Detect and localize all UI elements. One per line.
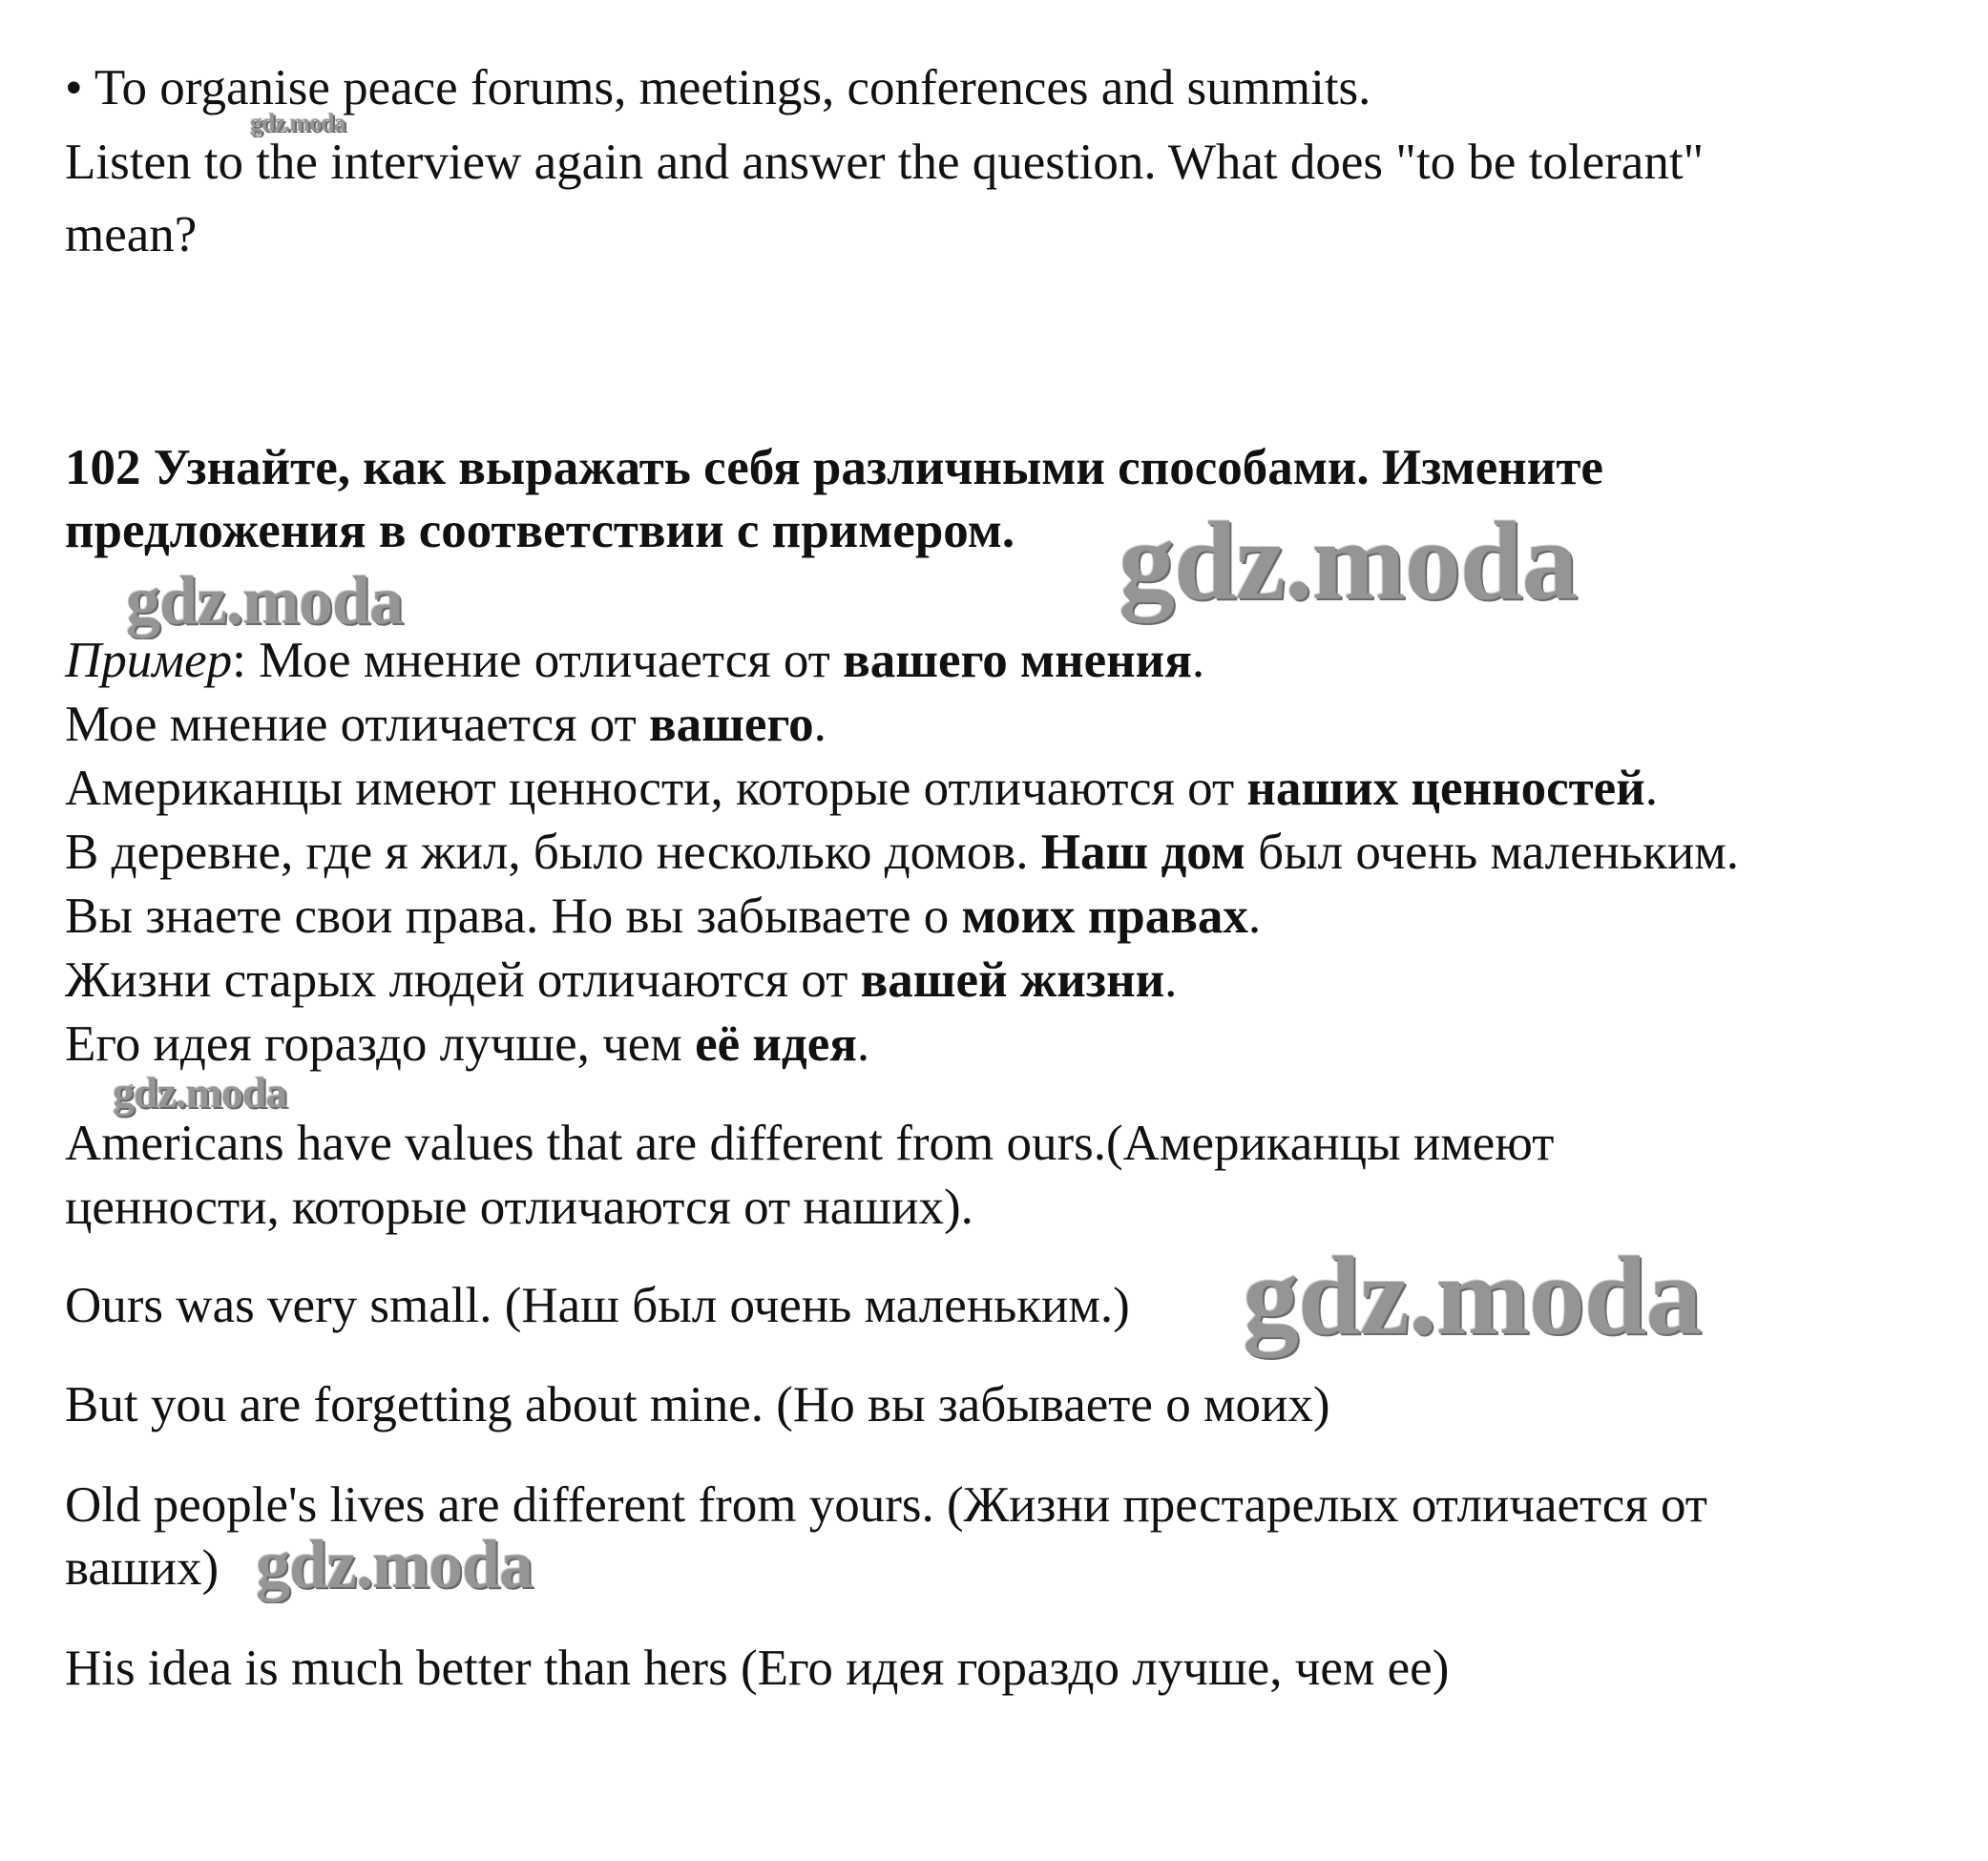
sentence-5 [65,1015,869,1073]
example-bold: вашего мнения [843,633,1192,688]
sentence-1 [65,760,1658,817]
example-end: . [1191,633,1205,688]
sentence-bold: её идея [695,1016,857,1072]
sentence-bold: Наш дом [1040,825,1245,880]
bullet-item: • To organise peace forums, meetings, conferences and summits. [65,60,1371,115]
watermark: gdz.moda [256,1526,534,1602]
answer-1-line-2: ценности, которые отличаются от наших). [65,1180,973,1235]
sentence-end: . [1164,952,1178,1008]
exercise-heading-line-2: предложения в соответствии с примером. [65,503,1015,558]
sentence-end: . [1247,889,1262,944]
sentence-end: был очень маленьким. [1245,825,1740,880]
listen-instruction-line-2: mean? [65,207,198,262]
example2-end: . [813,697,827,752]
listen-instruction-line-1: Listen to the interview again and answer the question. What does "to be tolerant" [65,135,1705,190]
sentence-3 [65,888,1261,945]
sentence-text: Американцы имеют ценности, которые отличаются от [65,761,1247,816]
watermark: gdz.moda [126,562,404,638]
answer-4-line-2: ваших) [65,1540,220,1596]
answer-3: But you are forgetting about mine. (Но вы забываете о моих) [65,1377,1330,1432]
watermark: gdz.moda [1243,1233,1702,1358]
example2-bold: вашего [648,697,814,752]
sentence-bold: вашей жизни [860,952,1165,1008]
answer-4-line-1: Old people's lives are different from yours. (Жизни престарелых отличается от [65,1477,1707,1533]
watermark: gdz.moda [1119,498,1578,623]
sentence-end: . [1644,761,1658,816]
sentence-text: Его идея гораздо лучше, чем [65,1016,696,1072]
sentence-bold: наших ценностей [1246,761,1645,816]
example-line-2 [65,696,827,753]
sentence-text: Жизни старых людей отличаются от [65,952,861,1008]
watermark: gdz.moda [113,1068,287,1117]
example-colon: : [232,633,260,688]
exercise-heading-line-1: 102 Узнайте, как выражать себя различными способами. Измените [65,440,1603,495]
example-text: Мое мнение отличается от [259,633,844,688]
example-label: Пример [65,633,233,688]
watermark: gdz.moda [250,109,345,136]
answer-2: Ours was very small. (Наш был очень маленьким.) [65,1278,1130,1333]
sentence-4 [65,951,1177,1009]
answer-1-line-1: Americans have values that are different from ours.(Американцы имеют [65,1116,1555,1171]
sentence-2 [65,824,1739,881]
sentence-bold: моих правах [961,889,1248,944]
sentence-end: . [856,1016,870,1072]
example-line [65,632,1204,689]
answer-5: His idea is much better than hers (Его идея гораздо лучше, чем ее) [65,1641,1450,1696]
sentence-text: Вы знаете свои права. Но вы забываете о [65,889,962,944]
example2-text: Мое мнение отличается от [65,697,649,752]
sentence-text: В деревне, где я жил, было несколько домов. [65,825,1041,880]
